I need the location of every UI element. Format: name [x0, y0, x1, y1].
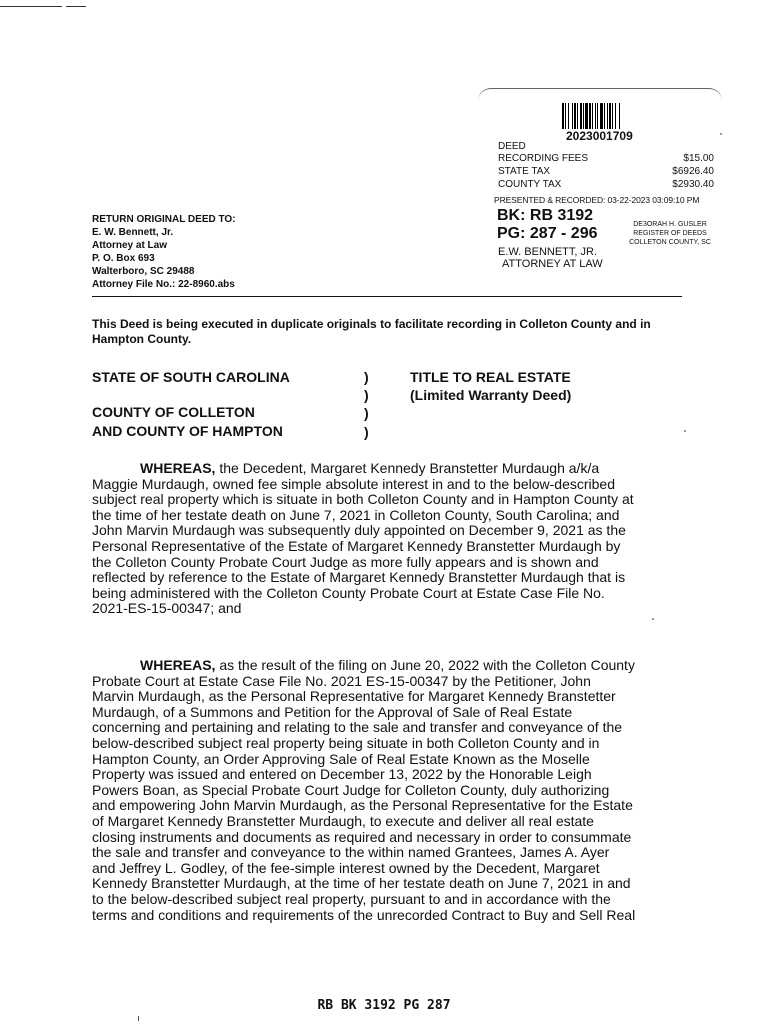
paragraph-line: Maggie Murdaugh, owned fee simple absolute interest in and to the below-described [92, 475, 615, 492]
paragraph-line: Powers Boan, as Special Probate Court Judge for Colleton County, duly authorizing [92, 781, 610, 798]
scan-speck [138, 1016, 139, 1021]
fee-row: STATE TAX $6926.40 [498, 166, 714, 177]
document-number: 2023001709 [566, 129, 633, 143]
attorney-file-number: Attorney File No.: 22-8960.abs [92, 279, 235, 290]
book-number: BK: RB 3192 [497, 207, 594, 224]
stamp-border [478, 88, 722, 101]
paragraph-line: below-described subject real property being situate in both Colleton County and in [92, 734, 600, 751]
paragraph-line: the time of her testate death on June 7, 2021 in Colleton County, South Carolina; and [92, 506, 620, 523]
whereas-paragraph [92, 461, 690, 617]
paragraph-line: and empowering John Marvin Murdaugh, as the Personal Representative for the Estate [92, 797, 633, 814]
return-line: Attorney at Law [92, 240, 168, 251]
return-line: E. W. Bennett, Jr. [92, 227, 174, 238]
paragraph-line: the Colleton County Probate Court Judge as more fully appears and is shown and [92, 553, 599, 570]
paragraph-line: closing instruments and documents as required and necessary in order to consummate [92, 828, 632, 845]
caption-paren: ) [364, 405, 369, 421]
scan-speck [652, 618, 654, 620]
paragraph-line: Kennedy Branstetter Murdaugh, at the time of her testate death on June 7, 2021 in and [92, 875, 631, 892]
deed-subtitle: (Limited Warranty Deed) [410, 387, 572, 403]
paragraph-line: Property was issued and entered on December 13, 2022 by the Honorable Leigh [92, 766, 592, 783]
caption-paren: ) [364, 424, 369, 440]
paragraph-line: Personal Representative of the Estate of Margaret Kennedy Branstetter Murdaugh by [92, 537, 621, 554]
paragraph-line: Hampton County, an Order Approving Sale of Real Estate Known as the Moselle [92, 750, 590, 767]
paragraph-line: Probate Court at Estate Case File No. 2021 ES-15-00347 by the Petitioner, John [92, 672, 591, 689]
paragraph-line: to the below-described subject real property, pursuant to and in accordance with the [92, 890, 611, 907]
register-of-deeds [622, 220, 718, 247]
paragraph-line: of Margaret Kennedy Branstetter Murdaugh, to execute and deliver all real estate [92, 812, 594, 829]
register-title: REGISTER OF DEEDS [633, 230, 707, 237]
whereas-lead: WHEREAS, [140, 657, 216, 673]
fee-row: COUNTY TAX $2930.40 [498, 179, 714, 190]
fee-row: RECORDING FEES $15.00 [498, 153, 714, 164]
paragraph-line: WHEREAS, the Decedent, Margaret Kennedy Branstetter Murdaugh a/k/a [140, 460, 600, 476]
caption-county: COUNTY OF COLLETON [92, 404, 255, 420]
paragraph-line: and Jeffrey L. Godley, of the fee-simple interest owned by the Decedent, Margaret [92, 859, 600, 876]
caption-state: STATE OF SOUTH CAROLINA [92, 369, 290, 385]
paragraph-line: reflected by reference to the Estate of Margaret Kennedy Branstetter Murdaugh that is [92, 569, 626, 586]
return-address [92, 213, 236, 291]
paragraph-line: Marvin Murdaugh, as the Personal Representative for Margaret Kennedy Branstetter [92, 688, 616, 705]
caption-paren: ) [364, 387, 369, 403]
stamp-attorney-title: ATTORNEY AT LAW [502, 258, 603, 270]
return-heading: RETURN ORIGINAL DEED TO: [92, 214, 236, 225]
register-name: DE3ORAH H. GUSLER [633, 221, 707, 228]
paragraph-line: the sale and transfer and conveyance to the within named Grantees, James A. Ayer [92, 844, 610, 861]
scan-mark [66, 6, 86, 7]
paragraph-line: being administered with the Colleton County Probate Court at Estate Case File No. [92, 584, 605, 601]
paragraph-line: terms and conditions and requirements of the unrecorded Contract to Buy and Sell Real [92, 906, 636, 923]
register-county: COLLETON COUNTY, SC [629, 239, 711, 246]
return-line: Walterboro, SC 29488 [92, 266, 195, 277]
presented-recorded: PRESENTED & RECORDED: 03-22-2023 03:09:10 PM [494, 195, 700, 205]
scan-mark [0, 6, 62, 7]
caption-paren: ) [364, 369, 369, 385]
book-page-footer: RB BK 3192 PG 287 [317, 998, 451, 1013]
header-divider [92, 296, 682, 297]
paragraph-line: Murdaugh, of a Summons and Petition for the Approval of Sale of Real Estate [92, 703, 573, 720]
paragraph-line: WHEREAS, as the result of the filing on June 20, 2022 with the Colleton County [140, 657, 635, 673]
scan-speck [684, 430, 686, 432]
document-type: DEED [498, 141, 526, 152]
duplicate-note: This Deed is being executed in duplicate originals to facilitate recording in Colleton County and in Hampton County. [92, 317, 651, 346]
stamp-attorney [498, 246, 608, 270]
return-line: P. O. Box 693 [92, 253, 155, 264]
whereas-lead: WHEREAS, [140, 460, 216, 476]
page-range: PG: 287 - 296 [497, 225, 598, 242]
paragraph-line: concerning and pertaining and relating to the sale and transfer and conveyance of the [92, 719, 623, 736]
caption-county: AND COUNTY OF HAMPTON [92, 423, 283, 439]
paragraph-line: subject real property which is situate in both Colleton County and in Hampton County at [92, 491, 634, 508]
deed-title: TITLE TO REAL ESTATE [410, 369, 571, 385]
whereas-paragraph [92, 658, 690, 923]
paragraph-line: 2021-ES-15-00347; and [92, 600, 242, 617]
stamp-attorney-name: E.W. BENNETT, JR. [498, 246, 598, 258]
paragraph-line: John Marvin Murdaugh was subsequently duly appointed on December 9, 2021 as the [92, 522, 626, 539]
scan-speck [720, 133, 722, 135]
barcode [562, 103, 644, 129]
